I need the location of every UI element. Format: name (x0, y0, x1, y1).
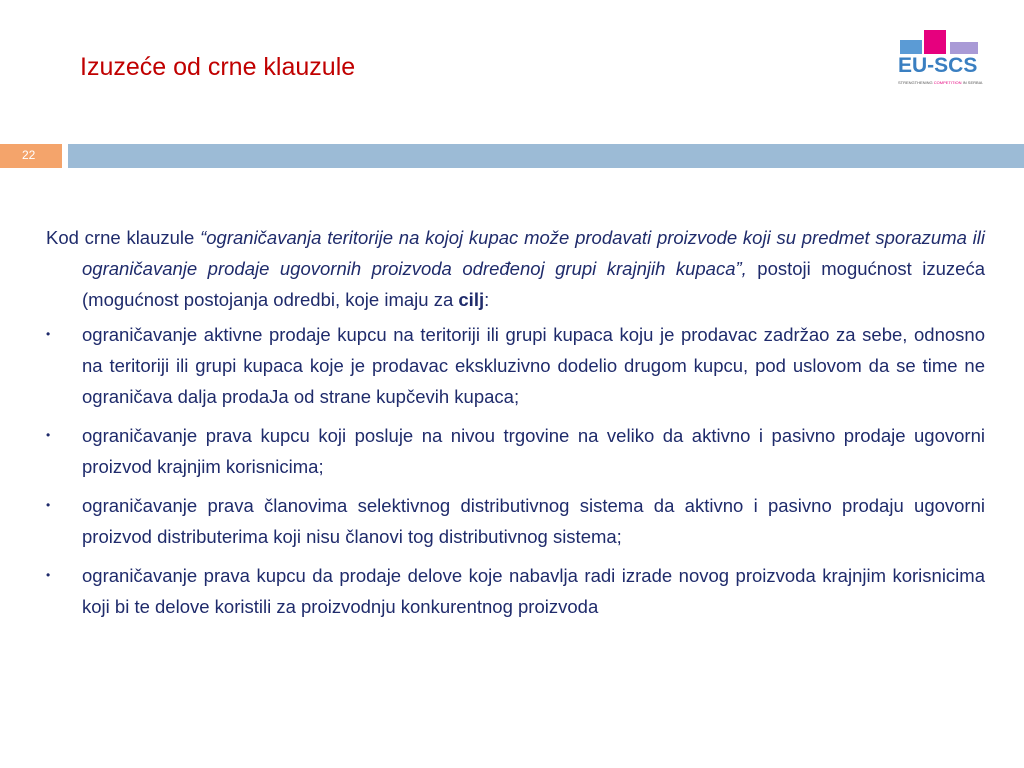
intro-quote: “ograničavanja teritorije na kojoj kupac može prodavati proizvode koji su predmet sporazuma ili ograničavanje prodaje ugovornih proizvoda određenoj grupi krajnjih kupaca”, (82, 227, 986, 279)
logo-tagline-after: IN SERBIA (961, 80, 983, 85)
list-item (46, 560, 985, 622)
list-item (46, 420, 985, 482)
slide-body (46, 222, 985, 630)
slide-title: Izuzeće od crne klauzule (80, 53, 356, 81)
logo-lavender-square (950, 42, 978, 54)
header-divider-bar (68, 144, 1024, 168)
list-item-text: ograničavanje prava kupcu koji posluje na nivou trgovine na veliko da aktivno i pasivno prodaje ugovorni proizvod krajnjim korisnicima; (82, 425, 985, 477)
bullet-icon: • (46, 568, 51, 582)
logo-blue-square (900, 40, 922, 54)
list-item (46, 490, 985, 552)
bullet-icon: • (46, 498, 51, 512)
list-item (46, 319, 985, 412)
intro-paragraph (46, 222, 985, 315)
logo-tagline (898, 80, 984, 85)
page-number: 22 (22, 148, 36, 162)
bullet-list (46, 319, 985, 622)
list-item-text: ograničavanje prava članovima selektivnog distributivnog sistema da aktivno i pasivno prodaju ugovorni proizvod distributerima koji nisu članovi tog distributivnog sistema; (82, 495, 985, 547)
intro-text-start: Kod crne klauzule (46, 227, 201, 248)
bullet-icon: • (46, 428, 51, 442)
bullet-icon: • (46, 327, 51, 341)
logo-tagline-highlight: COMPETITION (933, 80, 962, 85)
page-number-bar (0, 144, 62, 168)
logo-text: EU-SCS (898, 54, 978, 77)
list-item-text: ograničavanje aktivne prodaje kupcu na teritoriji ili grupi kupaca koju je prodavac zadržao za sebe, odnosno na teritoriji ili grupi kupaca koje je prodavac ekskluzivno dodelio drugom kupcu, pod uslovom da se time ne ograničava dalja prodaJa od strane kupčevih kupaca; (82, 324, 985, 407)
list-item-text: ograničavanje prava kupcu da prodaje delove koje nabavlja radi izrade novog proizvoda krajnjim korisnicima koji bi te delove koristili za proizvodnju konkurentnog proizvoda (82, 565, 985, 617)
intro-text-end: : (484, 289, 490, 310)
eu-scs-logo (896, 28, 986, 88)
logo-magenta-square (924, 30, 946, 54)
intro-bold-word: cilj (458, 289, 485, 310)
logo-tagline-before: STRENGTHENING (898, 80, 934, 85)
intro-text-middle: postoji mogućnost izuzeća (mogućnost postojanja odredbi, koje imaju za (82, 258, 985, 310)
